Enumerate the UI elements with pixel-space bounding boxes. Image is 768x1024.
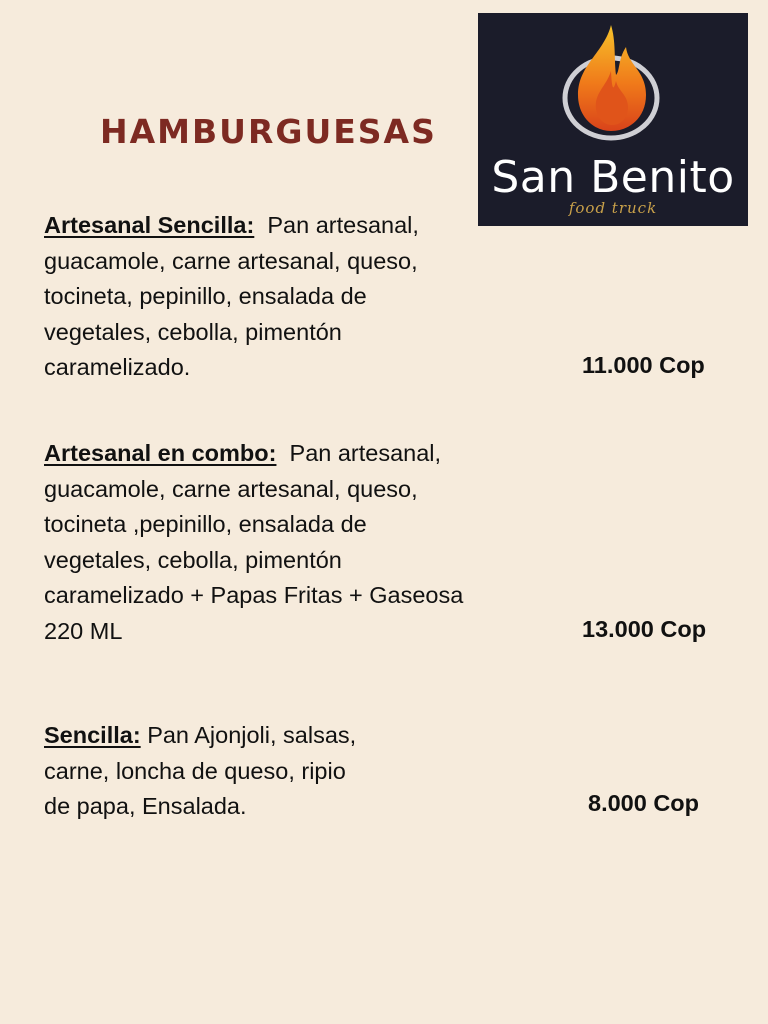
menu-item-desc: vegetales, cebolla, pimentón <box>44 318 342 345</box>
menu-item-line <box>44 718 356 754</box>
brand-logo <box>478 13 748 226</box>
menu-item-desc: de papa, Ensalada. <box>44 793 247 819</box>
menu-item-desc: tocineta ,pepinillo, ensalada de <box>44 511 367 537</box>
logo-tagline: food truck <box>568 199 658 217</box>
menu-item-price: 13.000 Cop <box>582 616 707 642</box>
menu-item-desc: caramelizado. <box>44 354 191 380</box>
menu-item-artesanal-sencilla <box>44 208 419 386</box>
menu-item-desc: Pan artesanal, <box>267 212 419 238</box>
menu-item-line <box>44 208 419 244</box>
menu-item-desc: carne, loncha de queso, ripio <box>44 757 346 784</box>
menu-item-name: Artesanal en combo: <box>44 440 277 466</box>
menu-item-desc: vegetales, cebolla, pimentón <box>44 546 342 573</box>
menu-item-desc: caramelizado + Papas Fritas + Gaseosa <box>44 582 464 608</box>
menu-item-price: 11.000 Cop <box>582 352 705 378</box>
menu-item-desc: 220 ML <box>44 617 123 644</box>
menu-item-price: 8.000 Cop <box>588 790 700 816</box>
logo-name: San Benito <box>491 152 735 203</box>
page-title: HAMBURGUESAS <box>100 112 437 151</box>
menu-item-line <box>44 436 463 472</box>
menu-item-sencilla <box>44 718 356 825</box>
menu-item-desc: guacamole, carne artesanal, queso, <box>44 247 418 274</box>
menu-item-name: Artesanal Sencilla: <box>44 212 255 238</box>
menu-item-desc: Pan artesanal, <box>289 440 442 466</box>
menu-item-desc: guacamole, carne artesanal, queso, <box>44 475 418 502</box>
menu-item-artesanal-combo <box>44 436 463 649</box>
menu-item-desc: Pan Ajonjoli, salsas, <box>147 722 357 748</box>
menu-item-desc: tocineta, pepinillo, ensalada de <box>44 283 367 309</box>
menu-item-name: Sencilla: <box>44 722 141 748</box>
